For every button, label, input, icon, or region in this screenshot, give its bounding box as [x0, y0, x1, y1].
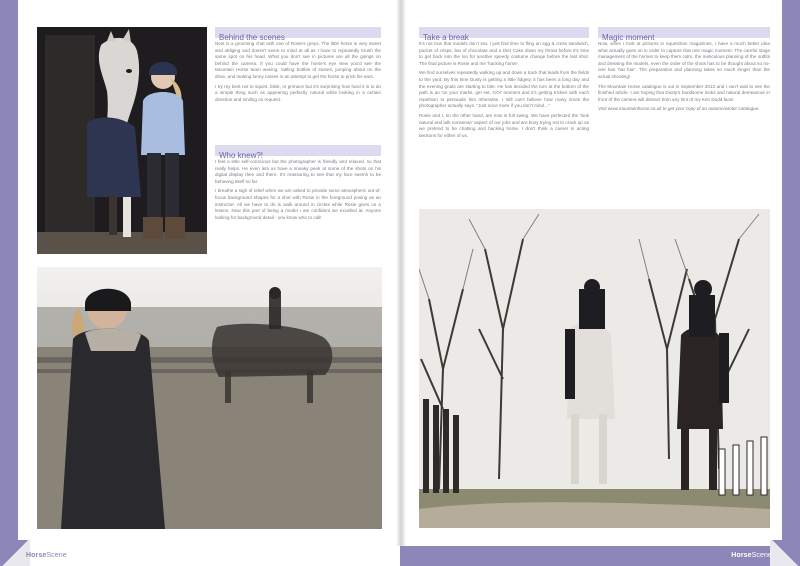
- body-paragraph: Next is a grooming chat with one of Rosie's greys. The little horse is very sweet and obliging and doesn't seem to mind at all as I have to repeatedly brush the same spot on his head. What you don't see in pictures are all the goings on behind the camera. If you could have the horse's eye view you'd see the Mountain Horse team waving, rattling bottles of stones, jumping about on the drive, and making funny noises in an attempt to get the horse to prick his ears.: [215, 41, 381, 79]
- closing-note: Visit www.mountainhorse.co.uk to get your copy of an autumn/winter catalogue.: [598, 106, 760, 112]
- footer-brand-light: Scene: [46, 552, 67, 559]
- page-gutter: [396, 0, 406, 552]
- behind-the-scenes-heading: [215, 27, 381, 42]
- footer-logo-right: [731, 552, 772, 559]
- hacking-home-photo-image: [419, 209, 770, 528]
- body-paragraph: I breathe a sigh of relief when we are asked to provide some atmospheric out-of-focus background shapes for a shot with Rosie in the foreground posing as an instructor. All we have to do is walk around in circles while Rosie gives us a lesson. Now this part of being a model I am confident we excelled at. Anyone looking for background detail - you know who to call!: [215, 188, 381, 220]
- behind-the-scenes-heading-text: Behind the scenes: [219, 33, 285, 42]
- page-curl-right[interactable]: [770, 540, 800, 566]
- left-footer-band: [18, 546, 400, 566]
- take-a-break-heading: [419, 27, 589, 42]
- body-paragraph: We find ourselves repeatedly walking up and down a track that leads from the fields to the yard. By this time Dusty is getting a little fidgety, it has been a long day and the evening gnats are starting to bite. He has decided the turn at the bottom of the path is an 'on your marks, get set, GO!' moment and it's getting trickier with each repetition to persuade him otherwise. I still can't believe how many times the photographer actually says, "Just once more if you don't mind...": [419, 70, 589, 109]
- body-paragraph: I feel a little self-conscious but the photographer is friendly and relaxed, so that really helps. He even lets us have a sneaky peek at some of the shots on his digital display then and there. It's reassuring to see that my face seems to be behaving itself so far.: [215, 159, 381, 184]
- grooming-photo: [37, 27, 207, 254]
- body-paragraph: It's not true that models don't eat. I just find time to fling an egg & cress sandwich, packet of crisps, bar of chocolate and a Diet Coke down my throat before it's time to get back into the loo for another speedy costume change before the last shot. The final picture is Rosie and me 'hacking home'.: [419, 41, 589, 66]
- magic-moment-heading: [598, 27, 770, 42]
- grooming-photo-image: [37, 27, 207, 254]
- lesson-photo: [37, 267, 382, 529]
- right-footer-band: [400, 546, 782, 566]
- footer-brand-bold: Horse: [26, 552, 47, 559]
- hacking-home-photo: [419, 209, 770, 528]
- take-a-break-body: [419, 41, 589, 142]
- footer-brand-bold: Horse: [731, 552, 752, 559]
- footer-brand-light: Scene: [751, 552, 772, 559]
- lesson-photo-image: [37, 267, 382, 529]
- who-knew-heading: [215, 145, 381, 160]
- body-paragraph: Now, when I look at pictures in equestrian magazines, I have a much better idea what actually goes on in order to capture that one magic moment. The careful stage management of the horses to keep them calm, the meticulous planning of the outfits and dressing the models, even the order of the shots has to be thought about so no-one has 'hat hair'. The preparation and planning takes so much longer than the actual shooting!: [598, 41, 770, 79]
- who-knew-heading-text: Who knew?!: [219, 151, 264, 160]
- who-knew-body: [215, 159, 381, 224]
- footer-logo-left: [26, 552, 67, 559]
- body-paragraph: Rosie and I, on the other hand, are now in full swing. We have perfected the 'look natural and talk nonsense' aspect of our jobs and are busy trying not to crack up as we pretend to be chatting and hacking home. I don't think a career in acting beckons for either of us.: [419, 112, 589, 138]
- body-paragraph: The Mountain Horse catalogue is out in September 2013 and I can't wait to see the finished article. I am hoping that Dusty's handsome looks and natural demeanour in front of the camera will distract from any hint of my Ken Dodd face!: [598, 83, 770, 102]
- magic-moment-body: [598, 41, 770, 116]
- body-paragraph: I try my best not to squint, blink, or grimace but it's surprising how hard it is to do a simple thing such as appearing perfectly natural while looking in a certain direction and smiling on request.: [215, 83, 381, 102]
- behind-the-scenes-body: [215, 41, 381, 106]
- take-a-break-heading-text: Take a break: [423, 33, 469, 42]
- magic-moment-heading-text: Magic moment: [602, 33, 655, 42]
